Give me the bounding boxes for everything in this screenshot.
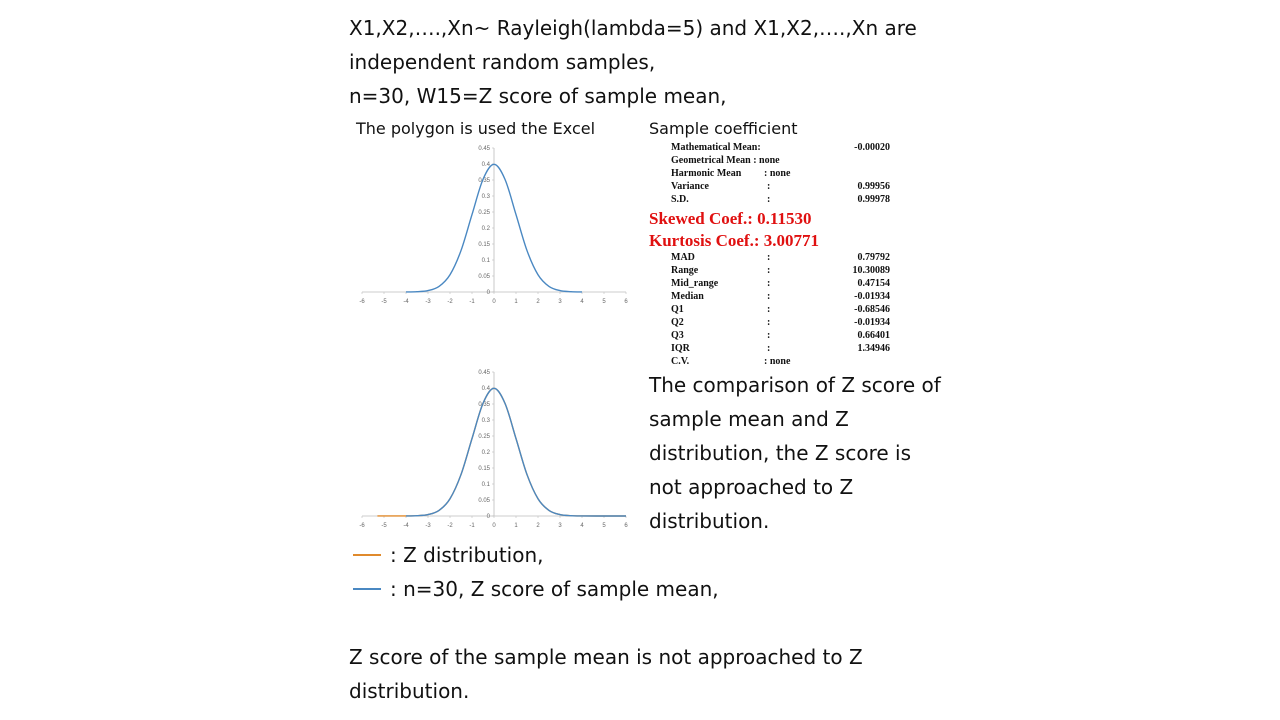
stat-label: Harmonic Mean <box>671 168 742 179</box>
x-tick-label: -1 <box>469 523 475 529</box>
stat-label: Mathematical Mean: <box>671 142 761 153</box>
y-tick-label: 0.15 <box>478 466 490 472</box>
stat-separator: : <box>767 317 771 328</box>
header-line-1: X1,X2,….,Xn~ Rayleigh(lambda=5) and X1,X2,….,Xn are <box>349 16 917 40</box>
stat-separator: : <box>767 181 771 192</box>
x-tick-label: 6 <box>624 523 628 529</box>
z-distribution-line <box>377 388 626 516</box>
stat-label: Mid_range <box>671 278 719 289</box>
x-tick-label: 1 <box>514 523 518 529</box>
stat-separator: : <box>767 194 771 205</box>
stat-separator: : <box>767 278 771 289</box>
y-tick-label: 0.3 <box>481 194 490 200</box>
x-tick-label: -5 <box>381 299 387 305</box>
x-tick-label: -4 <box>403 523 409 529</box>
y-tick-label: 0.2 <box>481 450 490 456</box>
comparison-line-4: not approached to Z <box>649 475 854 499</box>
y-tick-label: 0.05 <box>478 274 490 280</box>
x-tick-label: 4 <box>580 523 584 529</box>
stat-separator: : <box>767 265 771 276</box>
stat-label: Q2 <box>671 317 684 328</box>
x-tick-label: -2 <box>447 299 453 305</box>
comparison-line-5: distribution. <box>649 509 770 533</box>
y-tick-label: 0 <box>486 514 490 520</box>
x-tick-label: -3 <box>425 299 431 305</box>
stat-separator: : none <box>764 356 791 367</box>
stat-label: IQR <box>671 343 690 354</box>
x-tick-label: -2 <box>447 523 453 529</box>
skewed-coefficient: Skewed Coef.: 0.11530 <box>649 209 812 228</box>
legend-z-distribution-swatch <box>353 554 381 556</box>
stat-separator: : <box>767 343 771 354</box>
stat-label: Range <box>671 265 699 276</box>
stat-value: 10.30089 <box>852 265 890 276</box>
x-tick-label: 5 <box>602 299 606 305</box>
stat-label: Q1 <box>671 304 684 315</box>
x-tick-label: -6 <box>359 299 365 305</box>
x-tick-label: 0 <box>492 299 496 305</box>
x-tick-label: 6 <box>624 299 628 305</box>
x-tick-label: -5 <box>381 523 387 529</box>
legend-sample-mean-swatch <box>353 588 381 590</box>
x-tick-label: 1 <box>514 299 518 305</box>
stat-value: -0.68546 <box>854 304 890 315</box>
stat-value: 0.79792 <box>857 252 890 263</box>
y-tick-label: 0.1 <box>481 258 490 264</box>
y-tick-label: 0.05 <box>478 498 490 504</box>
y-tick-label: 0.45 <box>478 370 490 376</box>
y-tick-label: 0.35 <box>478 178 490 184</box>
y-tick-label: 0 <box>486 290 490 296</box>
x-tick-label: -6 <box>359 523 365 529</box>
x-tick-label: -1 <box>469 299 475 305</box>
stat-value: 0.66401 <box>857 330 890 341</box>
chart-bottom <box>356 366 632 532</box>
x-tick-label: 0 <box>492 523 496 529</box>
x-tick-label: 3 <box>558 523 562 529</box>
conclusion-line-2: distribution. <box>349 679 470 703</box>
sample-coefficient-title: Sample coefficient <box>649 119 798 138</box>
stat-separator: : <box>767 330 771 341</box>
kurtosis-coefficient: Kurtosis Coef.: 3.00771 <box>649 231 819 250</box>
stat-label: Median <box>671 291 704 302</box>
stat-value: -0.00020 <box>854 142 890 153</box>
x-tick-label: -3 <box>425 523 431 529</box>
y-tick-label: 0.25 <box>478 434 490 440</box>
y-tick-label: 0.15 <box>478 242 490 248</box>
y-tick-label: 0.2 <box>481 226 490 232</box>
y-tick-label: 0.4 <box>481 162 490 168</box>
stat-value: -0.01934 <box>854 291 890 302</box>
legend-z-distribution-label: : Z distribution, <box>390 543 544 567</box>
x-tick-label: 3 <box>558 299 562 305</box>
stat-label: C.V. <box>671 356 690 367</box>
stat-value: 0.99956 <box>857 181 890 192</box>
stat-label: MAD <box>671 252 695 263</box>
y-tick-label: 0.25 <box>478 210 490 216</box>
x-tick-label: 2 <box>536 523 540 529</box>
y-tick-label: 0.4 <box>481 386 490 392</box>
stat-label: Geometrical Mean : none <box>671 155 780 166</box>
x-tick-label: -4 <box>403 299 409 305</box>
polygon-caption: The polygon is used the Excel <box>356 119 596 138</box>
stat-label: Q3 <box>671 330 684 341</box>
chart-top <box>356 142 632 308</box>
stat-value: 0.99978 <box>857 194 890 205</box>
stat-value: -0.01934 <box>854 317 890 328</box>
header-line-3: n=30, W15=Z score of sample mean, <box>349 84 727 108</box>
x-tick-label: 2 <box>536 299 540 305</box>
stat-label: S.D. <box>671 194 689 205</box>
y-tick-label: 0.3 <box>481 418 490 424</box>
conclusion-line-1: Z score of the sample mean is not approached to Z <box>349 645 863 669</box>
x-tick-label: 4 <box>580 299 584 305</box>
sample-mean-line <box>406 388 626 516</box>
stat-label: Variance <box>671 181 709 192</box>
comparison-line-2: sample mean and Z <box>649 407 849 431</box>
legend-sample-mean-label: : n=30, Z score of sample mean, <box>390 577 719 601</box>
y-tick-label: 0.1 <box>481 482 490 488</box>
stat-separator: : <box>767 252 771 263</box>
comparison-line-3: distribution, the Z score is <box>649 441 912 465</box>
stat-value: 0.47154 <box>857 278 890 289</box>
stat-value: 1.34946 <box>857 343 890 354</box>
stat-separator: : <box>767 304 771 315</box>
stat-separator: : <box>767 291 771 302</box>
header-line-2: independent random samples, <box>349 50 656 74</box>
stat-separator: : none <box>764 168 791 179</box>
y-tick-label: 0.45 <box>478 146 490 152</box>
x-tick-label: 5 <box>602 523 606 529</box>
comparison-line-1: The comparison of Z score of <box>649 373 941 397</box>
y-tick-label: 0.35 <box>478 402 490 408</box>
